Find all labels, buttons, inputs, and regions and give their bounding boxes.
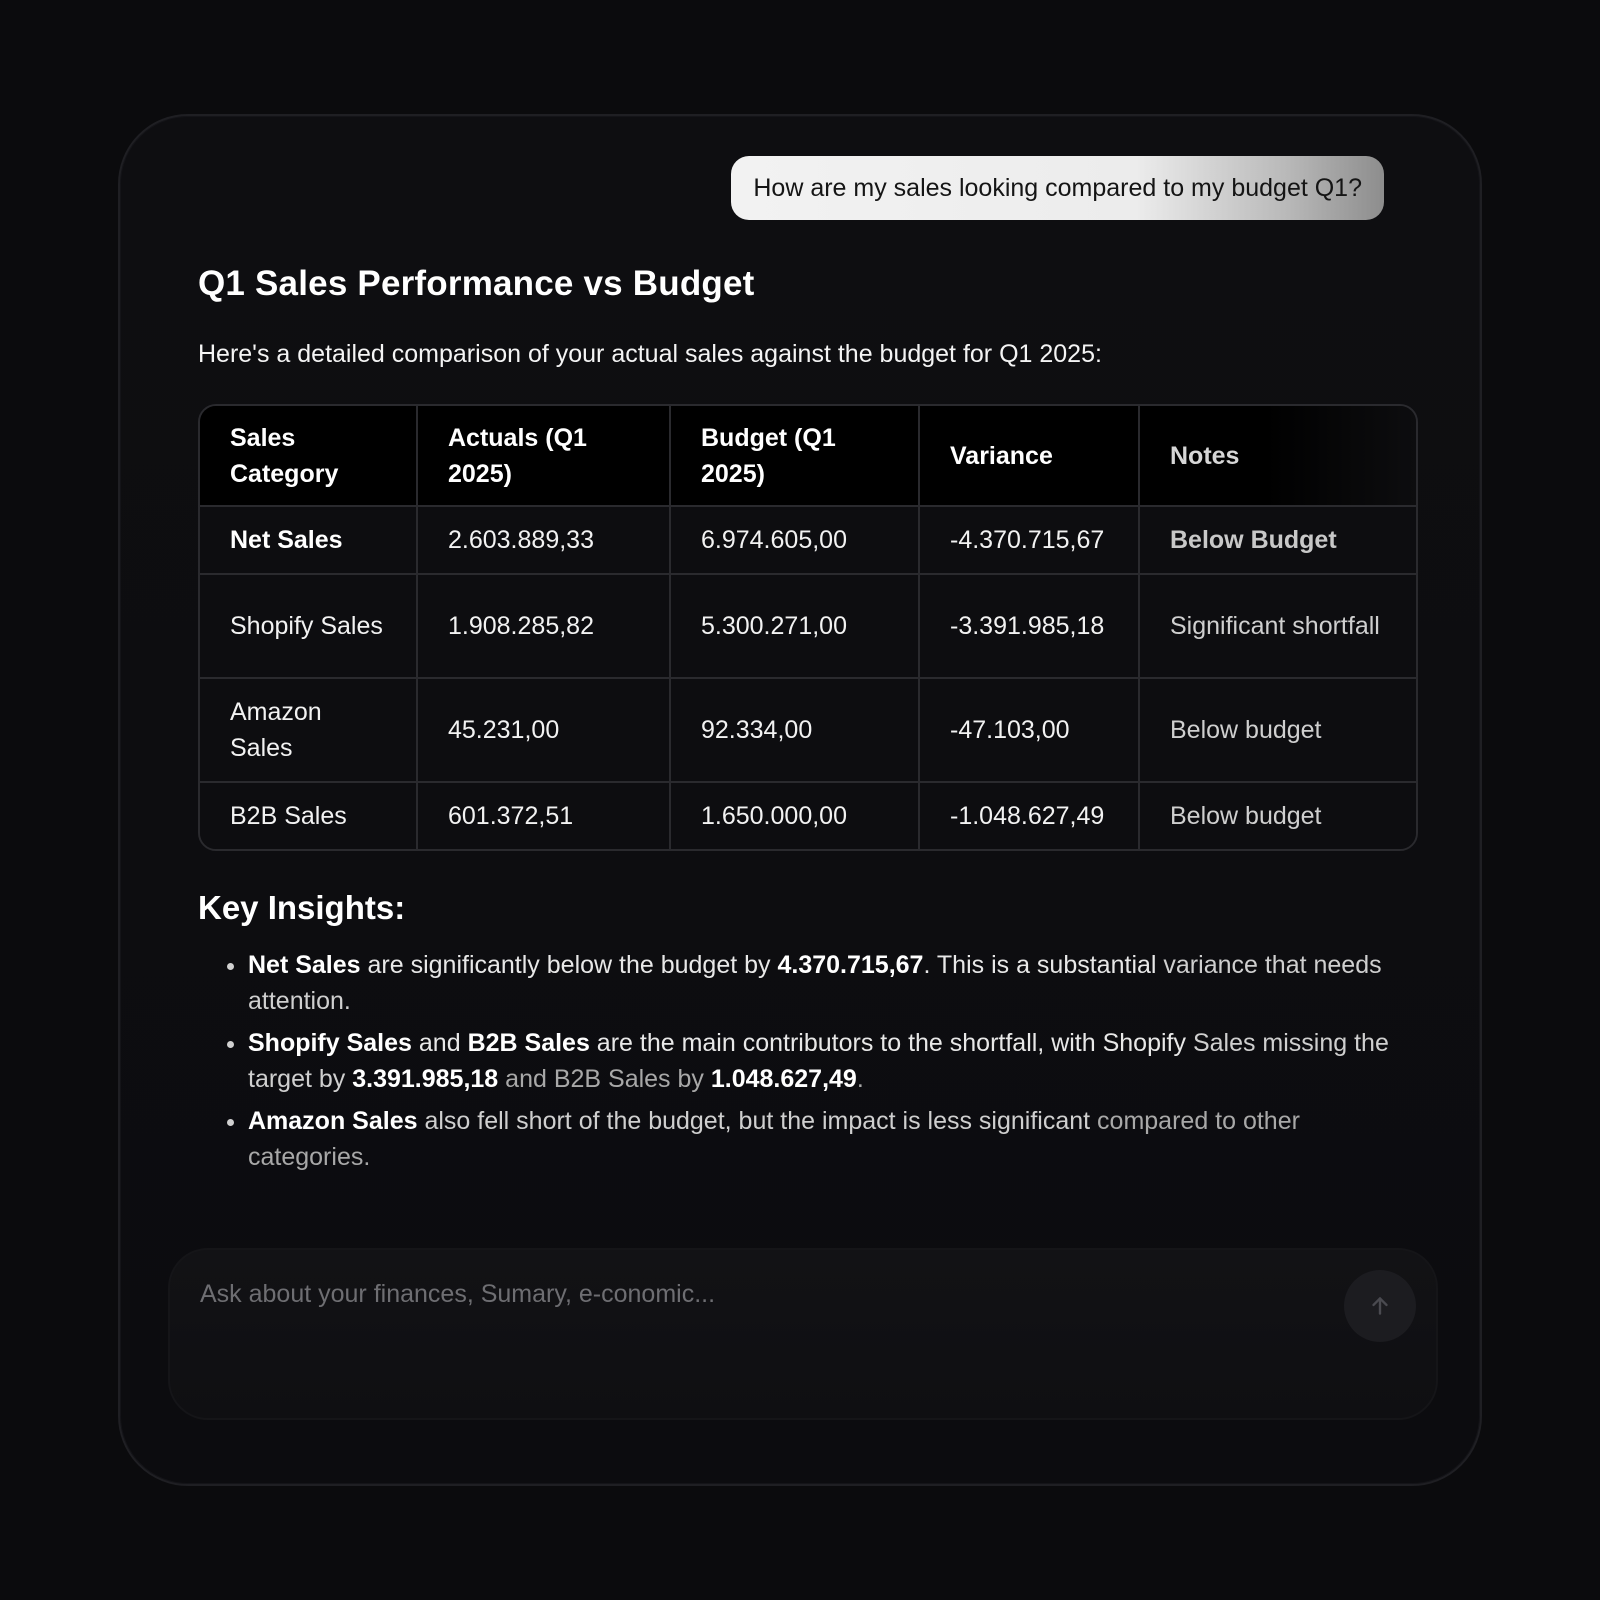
cell-actuals: 601.372,51 bbox=[417, 782, 670, 849]
cell-actuals: 45.231,00 bbox=[417, 678, 670, 782]
list-item: • Shopify Sales and B2B Sales are the main contributors to the shortfall, with Shopify Sales missing the target by 3.391.985,18 and B2B Sales by 1.048.627,49. bbox=[248, 1025, 1414, 1097]
assistant-response bbox=[198, 264, 1414, 1181]
table-row bbox=[200, 678, 1416, 782]
cell-category: B2B Sales bbox=[200, 782, 417, 849]
table-row bbox=[200, 506, 1416, 574]
cell-budget: 1.650.000,00 bbox=[670, 782, 919, 849]
cell-category: Amazon Sales bbox=[200, 678, 417, 782]
header-variance: Variance bbox=[919, 406, 1139, 506]
header-sales-category: Sales Category bbox=[200, 406, 417, 506]
arrow-up-icon bbox=[1367, 1293, 1393, 1319]
send-button[interactable] bbox=[1344, 1270, 1416, 1342]
user-message-bubble bbox=[731, 156, 1384, 220]
chat-composer bbox=[168, 1248, 1438, 1420]
cell-notes: Below budget bbox=[1139, 678, 1416, 782]
sales-table bbox=[198, 404, 1418, 851]
cell-variance: -3.391.985,18 bbox=[919, 574, 1139, 678]
insights-list bbox=[198, 947, 1414, 1175]
response-intro: Here's a detailed comparison of your actual sales against the budget for Q1 2025: bbox=[198, 340, 1102, 368]
chat-window bbox=[118, 114, 1482, 1486]
table-row bbox=[200, 574, 1416, 678]
table-row bbox=[200, 782, 1416, 849]
cell-budget: 5.300.271,00 bbox=[670, 574, 919, 678]
cell-notes: Below budget bbox=[1139, 782, 1416, 849]
list-item: • Net Sales are significantly below the budget by 4.370.715,67. This is a substantial variance that needs attention. bbox=[248, 947, 1414, 1019]
cell-actuals: 1.908.285,82 bbox=[417, 574, 670, 678]
response-title: Q1 Sales Performance vs Budget bbox=[198, 264, 755, 303]
cell-category: Net Sales bbox=[200, 506, 417, 574]
header-notes: Notes bbox=[1139, 406, 1416, 506]
user-message-text: How are my sales looking compared to my budget Q1? bbox=[753, 173, 1362, 202]
cell-budget: 6.974.605,00 bbox=[670, 506, 919, 574]
cell-notes: Significant shortfall bbox=[1139, 574, 1416, 678]
cell-variance: -1.048.627,49 bbox=[919, 782, 1139, 849]
cell-actuals: 2.603.889,33 bbox=[417, 506, 670, 574]
insights-title: Key Insights: bbox=[198, 889, 406, 926]
table-header-row bbox=[200, 406, 1416, 506]
cell-variance: -47.103,00 bbox=[919, 678, 1139, 782]
cell-notes: Below Budget bbox=[1139, 506, 1416, 574]
list-item: • Amazon Sales also fell short of the budget, but the impact is less significant compared to other categories. bbox=[248, 1103, 1414, 1175]
cell-category: Shopify Sales bbox=[200, 574, 417, 678]
cell-budget: 92.334,00 bbox=[670, 678, 919, 782]
cell-variance: -4.370.715,67 bbox=[919, 506, 1139, 574]
header-budget: Budget (Q1 2025) bbox=[670, 406, 919, 506]
header-actuals: Actuals (Q1 2025) bbox=[417, 406, 670, 506]
chat-input[interactable] bbox=[200, 1280, 1300, 1309]
